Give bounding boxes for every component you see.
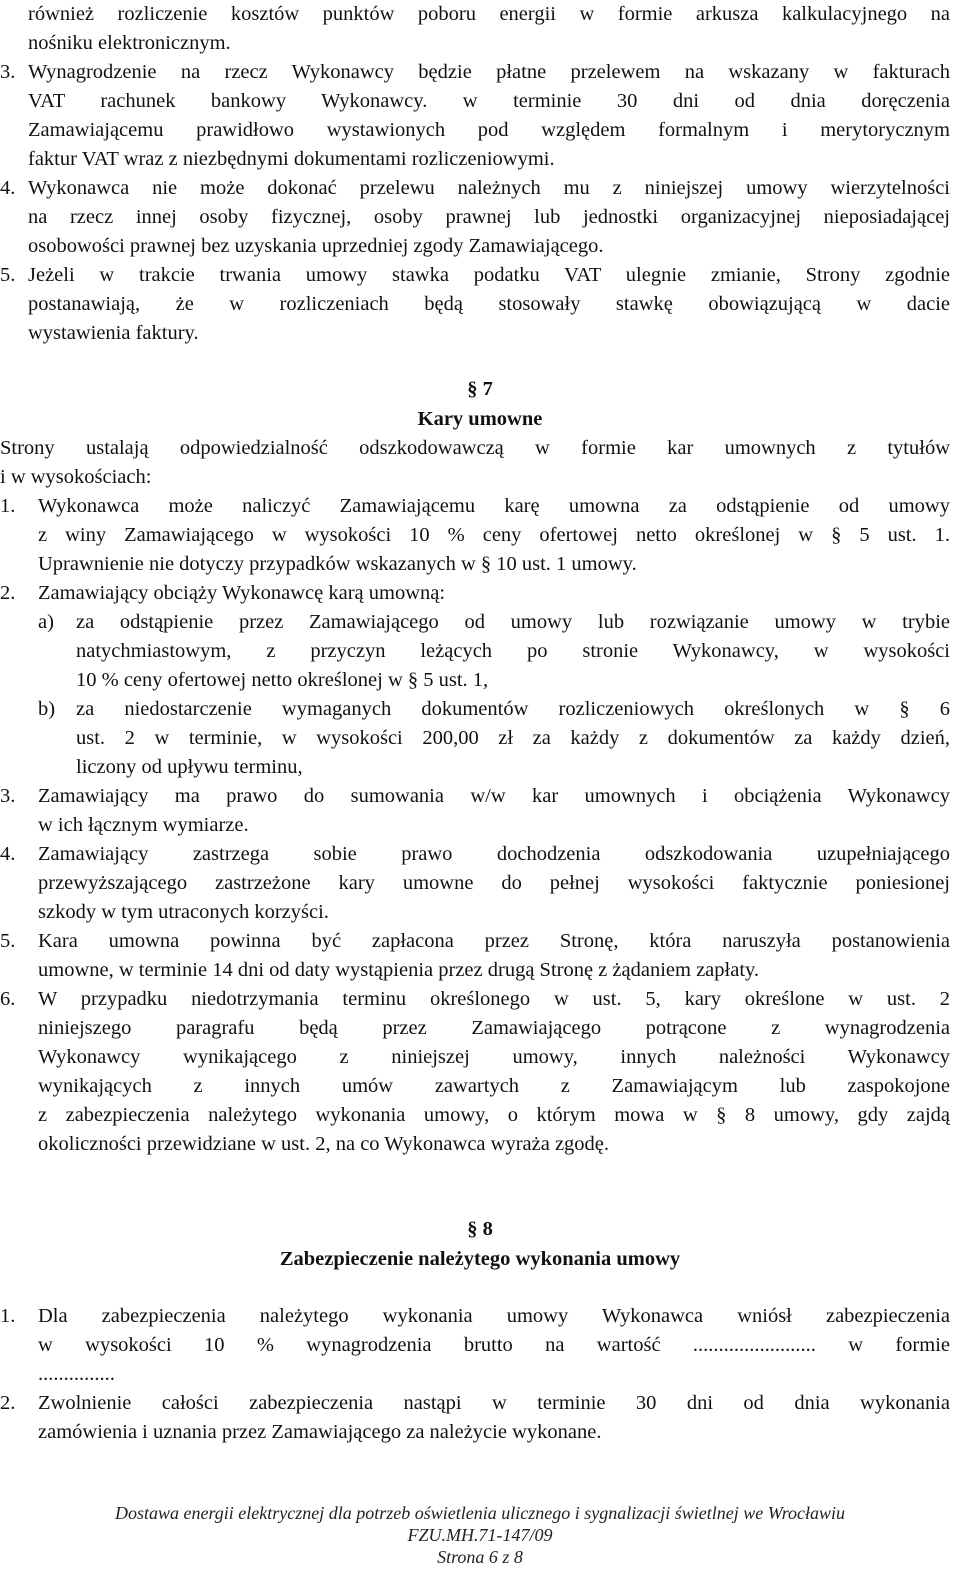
list-item-line: z zabezpieczenia należytego wykonania umowy, o którym mowa w § 8 umowy, gdy zajdą — [38, 1104, 950, 1126]
section-title: Kary umowne — [417, 408, 543, 430]
list-item-line: umowne, w terminie 14 dni od daty wystąpienia przez drugą Stronę z żądaniem zapłaty. — [38, 959, 760, 981]
list-item-line: Wykonawcy wynikającego z niniejszej umowy, innych należności Wykonawcy — [38, 1046, 950, 1068]
list-item-line: postanawiają, że w rozliczeniach będą stosowały stawkę obowiązującą w dacie — [28, 293, 950, 315]
section-intro-line: Strony ustalają odpowiedzialność odszkodowawczą w formie kar umownych z tytułów — [0, 437, 950, 459]
list-item-line: Wykonawca nie może dokonać przelewu należnych mu z niniejszej umowy wierzytelności — [28, 177, 950, 199]
list-item-line: VAT rachunek bankowy Wykonawcy. w terminie 30 dni od dnia doręczenia — [28, 90, 950, 112]
list-item-line: Dla zabezpieczenia należytego wykonania umowy Wykonawca wniósł zabezpieczenia — [38, 1305, 950, 1327]
list-item-line: wystawienia faktury. — [28, 322, 199, 344]
section-title: Zabezpieczenie należytego wykonania umowy — [279, 1248, 681, 1270]
sub-item-line: liczony od upływu terminu, — [76, 756, 303, 778]
list-item-line: w ich łącznym wymiarze. — [38, 814, 249, 836]
sub-item-letter: b) — [38, 698, 56, 720]
list-item-line: W przypadku niedotrzymania terminu określonego w ust. 5, kary określone w ust. 2 — [38, 988, 950, 1010]
list-item-line: z winy Zamawiającego w wysokości 10 % ceny ofertowej netto określonej w § 5 ust. 1. — [38, 524, 950, 546]
list-item-number: 5. — [0, 930, 16, 952]
list-item-line: okoliczności przewidziane w ust. 2, na co Wykonawca wyraża zgodę. — [38, 1133, 610, 1155]
sub-item-letter: a) — [38, 611, 54, 633]
list-item-line: ............... — [38, 1363, 115, 1385]
sub-item-line: za niedostarczenie wymaganych dokumentów rozliczeniowych określonych w § 6 — [76, 698, 950, 720]
list-item-line: Zamawiający zastrzega sobie prawo dochodzenia odszkodowania uzupełniającego — [38, 843, 950, 865]
list-item-line: Zamawiający obciąży Wykonawcę karą umowną: — [38, 582, 446, 604]
list-item-line: Zamawiającemu prawidłowo wystawionych pod względem formalnym i merytorycznym — [28, 119, 950, 141]
list-item-line: Uprawnienie nie dotyczy przypadków wskazanych w § 10 ust. 1 umowy. — [38, 553, 637, 575]
list-item-line: Wykonawca może naliczyć Zamawiającemu karę umowna za odstąpienie od umowy — [38, 495, 950, 517]
list-item-number: 3. — [0, 785, 16, 807]
footer-code: FZU.MH.71-147/09 — [407, 1525, 553, 1545]
list-item-line: wynikających z innych umów zawartych z Zamawiającym lub zaspokojone — [38, 1075, 950, 1097]
sub-item-line: 10 % ceny ofertowej netto określonej w § 5 ust. 1, — [76, 669, 489, 691]
list-item-number: 2. — [0, 582, 16, 604]
list-item-line: Zwolnienie całości zabezpieczenia nastąpi w terminie 30 dni od dnia wykonania — [38, 1392, 950, 1414]
list-item-line: osobowości prawnej bez uzyskania uprzedniej zgody Zamawiającego. — [28, 235, 604, 257]
list-item-line: Jeżeli w trakcie trwania umowy stawka podatku VAT ulegnie zmianie, Strony zgodnie — [28, 264, 950, 286]
list-item-number: 3. — [0, 61, 16, 83]
sub-item-line: natychmiastowym, z przyczyn leżących po stronie Wykonawcy, w wysokości — [76, 640, 950, 662]
section-heading: § 7 — [467, 378, 493, 400]
list-item-line: Kara umowna powinna być zapłacona przez Stronę, która naruszyła postanowienia — [38, 930, 950, 952]
list-item-number: 5. — [0, 264, 16, 286]
list-item-number: 1. — [0, 1305, 16, 1327]
list-item-number: 4. — [0, 843, 16, 865]
paragraph-line: nośniku elektronicznym. — [28, 32, 231, 54]
list-item-line: szkody w tym utraconych korzyści. — [38, 901, 329, 923]
list-item-number: 6. — [0, 988, 16, 1010]
list-item-line: Wynagrodzenie na rzecz Wykonawcy będzie płatne przelewem na wskazany w fakturach — [28, 61, 950, 83]
footer-page-number: Strona 6 z 8 — [437, 1547, 523, 1567]
list-item-number: 2. — [0, 1392, 16, 1414]
paragraph-line: również rozliczenie kosztów punktów poboru energii w formie arkusza kalkulacyjnego na — [28, 3, 950, 25]
footer-title: Dostawa energii elektrycznej dla potrzeb oświetlenia ulicznego i sygnalizacji świetlnej we Wrocławiu — [114, 1503, 846, 1523]
list-item-number: 4. — [0, 177, 16, 199]
list-item-line: zamówienia i uznania przez Zamawiającego za należycie wykonane. — [38, 1421, 602, 1443]
list-item-line: w wysokości 10 % wynagrodzenia brutto na wartość ........................ w formie — [38, 1334, 950, 1356]
list-item-line: przewyższającego zastrzeżone kary umowne do pełnej wysokości faktycznie poniesionej — [38, 872, 950, 894]
sub-item-line: za odstąpienie przez Zamawiającego od umowy lub rozwiązanie umowy w trybie — [76, 611, 950, 633]
section-heading: § 8 — [467, 1218, 493, 1240]
list-item-line: na rzecz innej osoby fizycznej, osoby prawnej lub jednostki organizacyjnej nieposiadającej — [28, 206, 950, 228]
list-item-line: Zamawiający ma prawo do sumowania w/w kar umownych i obciążenia Wykonawcy — [38, 785, 950, 807]
list-item-line: niniejszego paragrafu będą przez Zamawiającego potrącone z wynagrodzenia — [38, 1017, 950, 1039]
sub-item-line: ust. 2 w terminie, w wysokości 200,00 zł za każdy z dokumentów za każdy dzień, — [76, 727, 950, 749]
list-item-line: faktur VAT wraz z niezbędnymi dokumentami rozliczeniowymi. — [28, 148, 555, 170]
section-intro-line: i w wysokościach: — [0, 466, 152, 488]
list-item-number: 1. — [0, 495, 16, 517]
